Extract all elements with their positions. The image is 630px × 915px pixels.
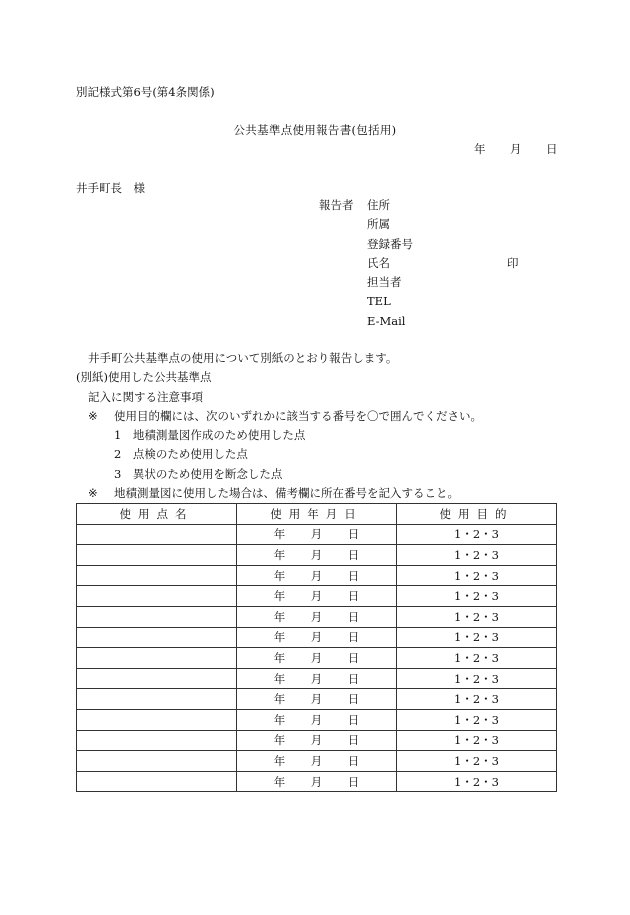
note-purpose-text: 使用目的欄には、次のいずれかに該当する番号を〇で囲んでください。 (114, 408, 482, 423)
reporter-fields (367, 198, 519, 333)
table-row (77, 565, 557, 586)
date-unit: 年 (273, 774, 286, 789)
cell-usage-purpose[interactable]: 1・2・3 (397, 606, 557, 627)
date-unit: 年 (273, 547, 286, 562)
date-unit: 月 (310, 753, 323, 768)
cell-usage-purpose[interactable]: 1・2・3 (397, 730, 557, 751)
date-unit: 月 (310, 527, 323, 542)
table-row (77, 524, 557, 545)
cell-point-name[interactable] (77, 606, 237, 627)
cell-usage-date[interactable] (237, 545, 397, 566)
cell-point-name[interactable] (77, 689, 237, 710)
date-unit: 月 (310, 589, 323, 604)
cell-usage-purpose[interactable]: 1・2・3 (397, 648, 557, 669)
purpose-option-3: 3 異状のため使用を断念した点 (114, 466, 283, 481)
cell-point-name[interactable] (77, 668, 237, 689)
note-purpose (76, 409, 482, 428)
attachment-heading: (別紙)使用した公共基準点 (76, 370, 212, 385)
header-point-name: 使用点名 (77, 504, 237, 525)
date-year: 年 (474, 142, 486, 156)
cell-usage-purpose[interactable]: 1・2・3 (397, 565, 557, 586)
date-unit: 月 (310, 547, 323, 562)
table-header-row (77, 504, 557, 525)
date-unit: 年 (273, 753, 286, 768)
cell-point-name[interactable] (77, 709, 237, 730)
date-unit: 日 (347, 609, 360, 624)
date-unit: 月 (310, 609, 323, 624)
date-unit: 日 (347, 774, 360, 789)
report-date (474, 142, 558, 156)
date-unit: 日 (347, 568, 360, 583)
table-row (77, 627, 557, 648)
field-person-in-charge: 担当者 (367, 275, 402, 290)
table-row (77, 586, 557, 607)
date-unit: 年 (273, 568, 286, 583)
field-registration-number: 登録番号 (367, 236, 413, 251)
table-row (77, 751, 557, 772)
header-usage-purpose: 使用目的 (397, 504, 557, 525)
cell-usage-date[interactable] (237, 709, 397, 730)
cell-point-name[interactable] (77, 627, 237, 648)
date-month: 月 (510, 142, 522, 156)
date-unit: 月 (310, 774, 323, 789)
table-row (77, 709, 557, 730)
report-statement: 井手町公共基準点の使用について別紙のとおり報告します。 (88, 351, 398, 365)
cell-point-name[interactable] (77, 771, 237, 792)
date-unit: 日 (347, 671, 360, 686)
cell-point-name[interactable] (77, 565, 237, 586)
cell-point-name[interactable] (77, 730, 237, 751)
usage-table (76, 503, 557, 792)
date-unit: 年 (273, 692, 286, 707)
cell-usage-date[interactable] (237, 627, 397, 648)
field-name (367, 255, 519, 275)
reporter-label: 報告者 (319, 198, 354, 212)
header-usage-date: 使用年月日 (237, 504, 397, 525)
date-unit: 年 (273, 733, 286, 748)
cell-usage-purpose[interactable]: 1・2・3 (397, 689, 557, 710)
date-unit: 日 (347, 630, 360, 645)
note-mark-icon: ※ (88, 486, 98, 501)
table-row (77, 689, 557, 710)
table-body (77, 524, 557, 792)
cell-usage-purpose[interactable]: 1・2・3 (397, 771, 557, 792)
cell-usage-date[interactable] (237, 751, 397, 772)
field-address: 住所 (367, 198, 390, 212)
field-email: E-Mail (367, 313, 406, 328)
date-unit: 日 (347, 753, 360, 768)
date-unit: 日 (347, 692, 360, 707)
field-tel: TEL (367, 294, 391, 309)
cell-usage-date[interactable] (237, 586, 397, 607)
seal-mark: 印 (507, 255, 519, 270)
table-row (77, 730, 557, 751)
date-unit: 年 (273, 671, 286, 686)
date-unit: 年 (273, 589, 286, 604)
table-row (77, 648, 557, 669)
date-unit: 年 (273, 630, 286, 645)
table-row (77, 668, 557, 689)
date-unit: 月 (310, 568, 323, 583)
cell-usage-purpose[interactable]: 1・2・3 (397, 709, 557, 730)
cell-usage-purpose[interactable]: 1・2・3 (397, 524, 557, 545)
cell-usage-date[interactable] (237, 565, 397, 586)
date-unit: 月 (310, 671, 323, 686)
addressee: 井手町長 様 (76, 181, 145, 195)
cell-usage-date[interactable] (237, 730, 397, 751)
date-unit: 月 (310, 692, 323, 707)
table-row (77, 771, 557, 792)
cell-usage-date[interactable] (237, 668, 397, 689)
cell-point-name[interactable] (77, 586, 237, 607)
date-unit: 年 (273, 609, 286, 624)
form-number: 別記様式第6号(第4条関係) (76, 85, 215, 99)
date-unit: 日 (347, 547, 360, 562)
cell-usage-date[interactable] (237, 648, 397, 669)
cell-point-name[interactable] (77, 648, 237, 669)
field-affiliation: 所属 (367, 217, 390, 232)
date-unit: 日 (347, 527, 360, 542)
table-row (77, 545, 557, 566)
cell-usage-purpose[interactable]: 1・2・3 (397, 586, 557, 607)
cell-usage-date[interactable] (237, 771, 397, 792)
date-unit: 月 (310, 712, 323, 727)
notes-heading: 記入に関する注意事項 (88, 389, 203, 404)
cell-usage-date[interactable] (237, 689, 397, 710)
date-unit: 日 (347, 650, 360, 665)
date-day: 日 (546, 142, 558, 156)
cell-point-name[interactable] (77, 545, 237, 566)
cell-usage-date[interactable] (237, 606, 397, 627)
purpose-option-2: 2 点検のため使用した点 (114, 447, 248, 462)
cell-usage-date[interactable] (237, 524, 397, 545)
cell-usage-purpose[interactable]: 1・2・3 (397, 751, 557, 772)
cell-point-name[interactable] (77, 751, 237, 772)
note-mark-icon: ※ (88, 408, 98, 423)
body-text (76, 351, 482, 505)
date-unit: 日 (347, 589, 360, 604)
date-unit: 月 (310, 630, 323, 645)
purpose-option-1: 1 地積測量図作成のため使用した点 (114, 428, 306, 443)
cell-usage-purpose[interactable]: 1・2・3 (397, 627, 557, 648)
cell-point-name[interactable] (77, 524, 237, 545)
table-row (77, 606, 557, 627)
date-unit: 年 (273, 650, 286, 665)
date-unit: 年 (273, 712, 286, 727)
cell-usage-purpose[interactable]: 1・2・3 (397, 668, 557, 689)
note-survey-map-text: 地積測量図に使用した場合は、備考欄に所在番号を記入すること。 (114, 486, 459, 501)
document-title: 公共基準点使用報告書(包括用) (233, 123, 397, 137)
date-unit: 月 (310, 733, 323, 748)
field-name-label: 氏名 (367, 255, 390, 270)
date-unit: 日 (347, 733, 360, 748)
date-unit: 年 (273, 527, 286, 542)
date-unit: 月 (310, 650, 323, 665)
date-unit: 日 (347, 712, 360, 727)
cell-usage-purpose[interactable]: 1・2・3 (397, 545, 557, 566)
